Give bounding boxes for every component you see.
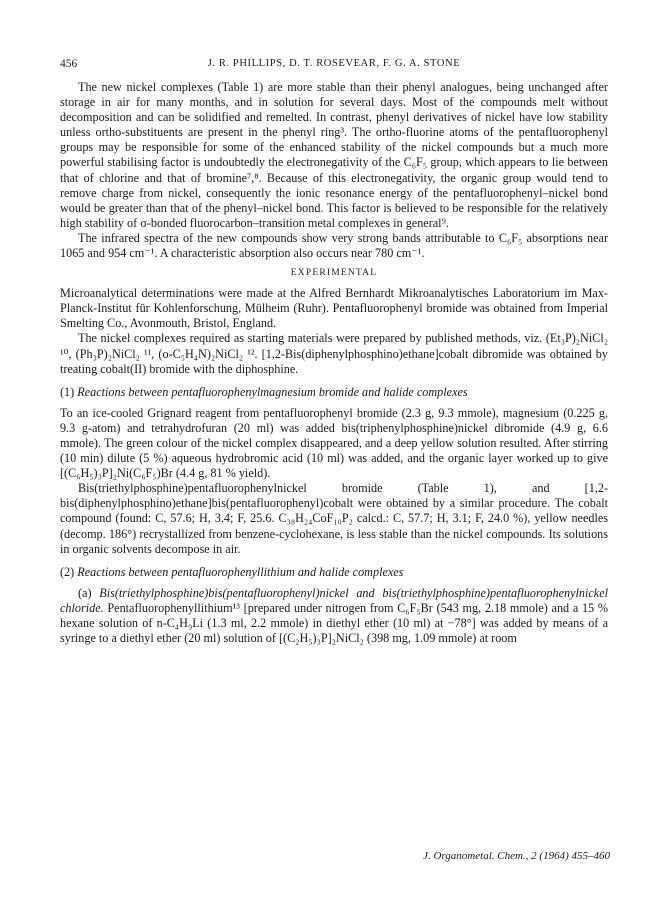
item-body: Pentafluorophenyllithium¹³ [prepared under nitrogen from C₆F₅Br (543 mg, 2.18 mmole) and a 15 % hexane solution of n-C₄H₉Li (1.3 ml, 2.2 mmole) in diethyl ether (10 ml) at −78°] was added by means of a syringe to a diethyl ether (20 ml) solution of [(C₂H₅)₃P]₂NiCl₂ (398 mg, 1.09 mmole) at room [60,600,608,646]
paragraph-starting-materials: The nickel complexes required as starting materials were prepared by published methods, viz. (Et₃P)₂NiCl₂ ¹⁰, (Ph₃P)₂NiCl₂ ¹¹, (o-C₅H₄N)₂NiCl₂ ¹². [1,2-Bis(diphenylphosphino)ethane]cobalt dibromide was obtained by treating cobalt(II) bromide with the diphosphine. [60,331,608,376]
paragraph-infrared: The infrared spectra of the new compounds show very strong bands attributable to C₆F₅ absorptions near 1065 and 954 cm⁻¹. A characteristic absorption also occurs near 780 cm⁻¹. [60,230,608,261]
paragraph-microanalysis: Microanalytical determinations were made at the Alfred Bernhardt Mikroanalytisches Laboratorium im Max-Planck-Institut für Kohlenforschung, Mülheim (Ruhr). Pentafluorophenyl bromide was obtained from Imperial Smelting Co., Avonmouth, Bristol, England. [60,286,608,331]
paragraph-lithium [60,586,608,646]
subsection-title: Reactions between pentafluorophenylmagnesium bromide and halide complexes [77,384,468,399]
item-title: Bis(triethylphosphine)bis(pentafluorophenyl)nickel and bis(triethylphosphine)pentafluorophenylnickel chloride. [60,585,608,615]
subsection-number: (2) [60,564,75,579]
item-label: (a) [78,585,92,600]
paragraph-cobalt: Bis(triethylphosphine)pentafluorophenylnickel bromide (Table 1), and [1,2-bis(diphenylphosphino)ethane]bis(pentafluorophenyl)cobalt were obtained by a similar procedure. The cobalt compound (found: C, 57.6; H, 3.4; F, 25.6. C₃₈H₂₄CoF₁₀P₂ calcd.: C, 57.7; H, 3.1; F, 24.0 %), yellow needles (decomp. 186°) recrystallized from benzene-cyclohexane, is less stable than the nickel compounds. Its solutions in organic solvents decompose in air. [60,481,608,556]
running-header [60,58,608,80]
section-heading-experimental: EXPERIMENTAL [290,268,378,279]
subsection-number: (1) [60,384,75,399]
running-authors: J. R. PHILLIPS, D. T. ROSEVEAR, F. G. A. STONE [207,58,461,69]
paragraph-grignard: To an ice-cooled Grignard reagent from pentafluorophenyl bromide (2.3 g, 9.3 mmole), magnesium (0.225 g, 9.3 g-atom) and tetrahydrofuran (20 ml) was added bis(triphenylphosphine)nickel dibromide (4.9 g, 6.6 mmole). The green colour of the nickel complex disappeared, and a deep yellow solution resulted. After stirring (10 min) dilute (5 %) aqueous hydrobromic acid (10 ml) was added, and the organic layer worked up to give [(C₆H₅)₃P]₂Ni(C₆F₅)Br (4.4 g, 81 % yield). [60,405,608,481]
paragraph-stability: The new nickel complexes (Table 1) are more stable than their phenyl analogues, being unchanged after storage in air for many months, and in solution for several days. Most of the compounds melt without decomposition and can be solidified and remelted. In contrast, phenyl derivatives of nickel have low stability unless ortho-substituents are present in the phenyl ring³. The ortho-fluorine atoms of the pentafluorophenyl groups may be responsible for some of the enhanced stability of the nickel compounds but a much more powerful stabilising factor is undoubtedly the electronegativity of the C₆F₅ group, which appears to lie between that of chlorine and that of bromine⁷,⁸. Because of this electronegativity, the organic group would tend to remove charge from nickel, consequently the ionic resonance energy of the pentafluorophenyl–nickel bond would be greater than that of the phenyl–nickel bond. This factor is believed to be responsible for the relatively high stability of σ-bonded fluorocarbon–transition metal complexes in general⁹. [60,80,608,230]
subsection-title: Reactions between pentafluorophenyllithium and halide complexes [77,564,404,579]
page-number: 456 [60,58,78,70]
journal-page [60,58,608,646]
journal-citation: J. Organometal. Chem., 2 (1964) 455–460 [423,850,610,862]
subsection-heading-2 [60,565,608,580]
subsection-heading-1 [60,385,608,400]
